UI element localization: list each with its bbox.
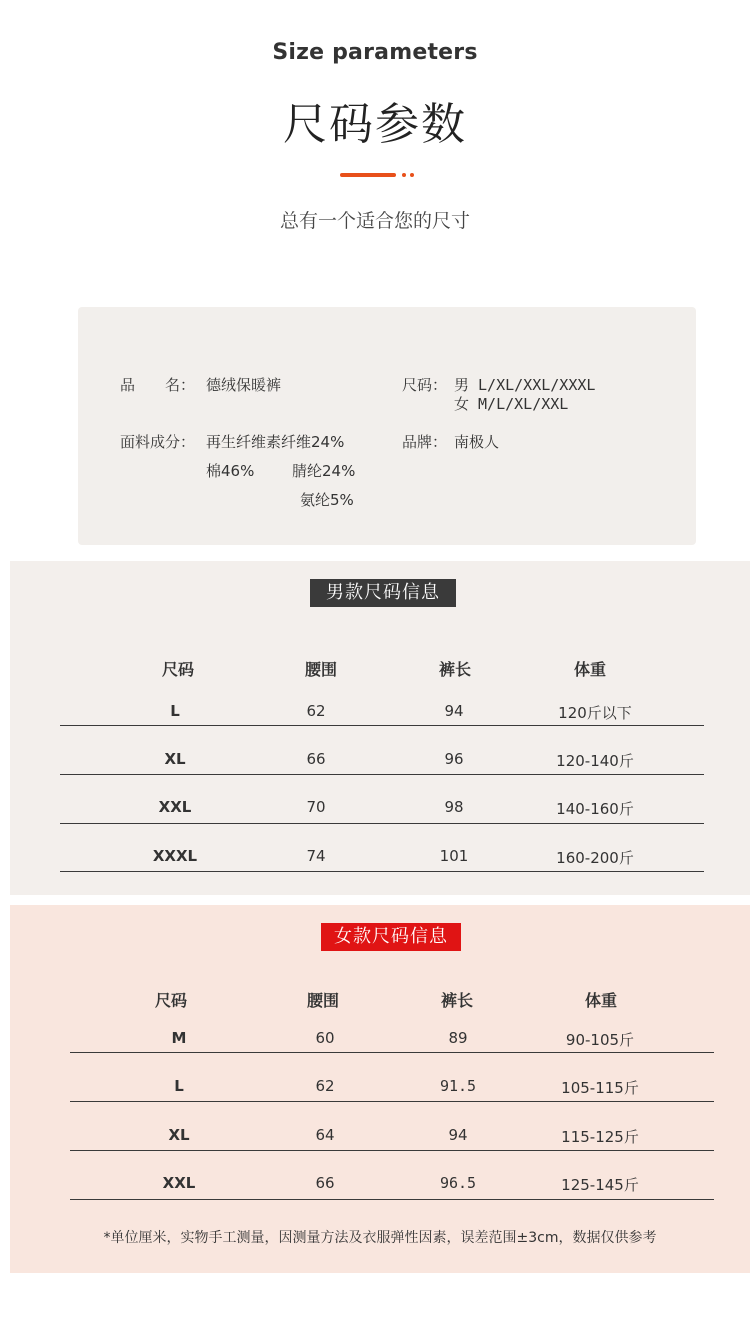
table-cell-length: 96.5 — [439, 1174, 477, 1192]
men-size-panel — [10, 561, 750, 895]
accent-dot — [410, 173, 414, 177]
accent-dot — [402, 173, 406, 177]
men-header-length: 裤长 — [438, 660, 471, 679]
men-size-badge: 男款尺码信息 — [310, 579, 456, 607]
women-header-weight: 体重 — [584, 991, 617, 1010]
product-name-value: 德绒保暖裤 — [206, 376, 282, 394]
table-cell-size: XL — [164, 750, 186, 768]
women-header-length: 裤长 — [440, 991, 473, 1010]
fabric-label: 面料成分： — [120, 433, 196, 451]
accent-bar — [340, 173, 396, 177]
brand-label: 品牌： — [402, 433, 448, 451]
title-zh: 尺码参数 — [283, 99, 467, 150]
table-cell-size: XL — [168, 1126, 190, 1144]
fabric-acrylic: 腈纶24% — [292, 462, 356, 480]
table-cell-weight: 120斤以下 — [558, 704, 632, 722]
table-cell-waist: 64 — [315, 1126, 335, 1144]
table-row-divider — [70, 1150, 714, 1151]
fabric-cotton: 棉46% — [206, 462, 255, 480]
table-cell-weight: 160-200斤 — [556, 849, 634, 867]
table-cell-waist: 60 — [315, 1029, 335, 1047]
table-cell-waist: 70 — [306, 798, 326, 816]
table-cell-weight: 140-160斤 — [556, 800, 634, 818]
subtitle: 总有一个适合您的尺寸 — [279, 210, 470, 232]
men-header-size: 尺码 — [161, 660, 194, 679]
product-name-label: 品 名： — [120, 376, 196, 394]
table-cell-size: XXXL — [152, 847, 198, 865]
table-cell-waist: 66 — [315, 1174, 335, 1192]
title-en: Size parameters — [272, 40, 478, 65]
table-cell-weight: 115-125斤 — [561, 1128, 639, 1146]
table-cell-waist: 74 — [306, 847, 326, 865]
product-info-card — [78, 307, 696, 545]
size-women: 女 M/L/XL/XXL — [454, 395, 569, 413]
table-cell-size: M — [171, 1029, 187, 1047]
table-row-divider — [60, 823, 704, 824]
table-cell-waist: 66 — [306, 750, 326, 768]
table-row-divider — [70, 1101, 714, 1102]
table-cell-length: 94 — [448, 1126, 468, 1144]
table-cell-weight: 105-115斤 — [561, 1079, 639, 1097]
table-cell-weight: 120-140斤 — [556, 752, 634, 770]
table-cell-length: 94 — [444, 702, 464, 720]
table-cell-weight: 125-145斤 — [561, 1176, 639, 1194]
table-cell-size: XXL — [158, 798, 192, 816]
table-row-divider — [60, 871, 704, 872]
table-row-divider — [60, 725, 704, 726]
table-cell-size: XXL — [162, 1174, 196, 1192]
table-cell-length: 91.5 — [439, 1077, 477, 1095]
table-cell-length: 98 — [444, 798, 464, 816]
fabric-line1: 再生纤维素纤维24% — [206, 433, 345, 451]
table-cell-length: 89 — [448, 1029, 468, 1047]
table-cell-waist: 62 — [315, 1077, 335, 1095]
size-men: 男 L/XL/XXL/XXXL — [454, 376, 596, 394]
table-row-divider — [60, 774, 704, 775]
women-header-waist: 腰围 — [306, 991, 339, 1010]
fabric-spandex: 氨纶5% — [300, 491, 354, 509]
table-row-divider — [70, 1199, 714, 1200]
women-header-size: 尺码 — [154, 991, 187, 1010]
table-cell-size: L — [170, 702, 180, 720]
men-header-weight: 体重 — [573, 660, 606, 679]
men-header-waist: 腰围 — [304, 660, 337, 679]
table-cell-waist: 62 — [306, 702, 326, 720]
table-cell-weight: 90-105斤 — [565, 1031, 635, 1049]
size-label: 尺码： — [402, 376, 448, 394]
women-size-badge: 女款尺码信息 — [321, 923, 461, 951]
table-row-divider — [70, 1052, 714, 1053]
footnote: *单位厘米，实物手工测量，因测量方法及衣服弹性因素，误差范围±3cm，数据仅供参考 — [103, 1230, 657, 1246]
table-cell-size: L — [174, 1077, 184, 1095]
table-cell-length: 96 — [444, 750, 464, 768]
brand-value: 南极人 — [454, 433, 500, 451]
table-cell-length: 101 — [439, 847, 469, 865]
